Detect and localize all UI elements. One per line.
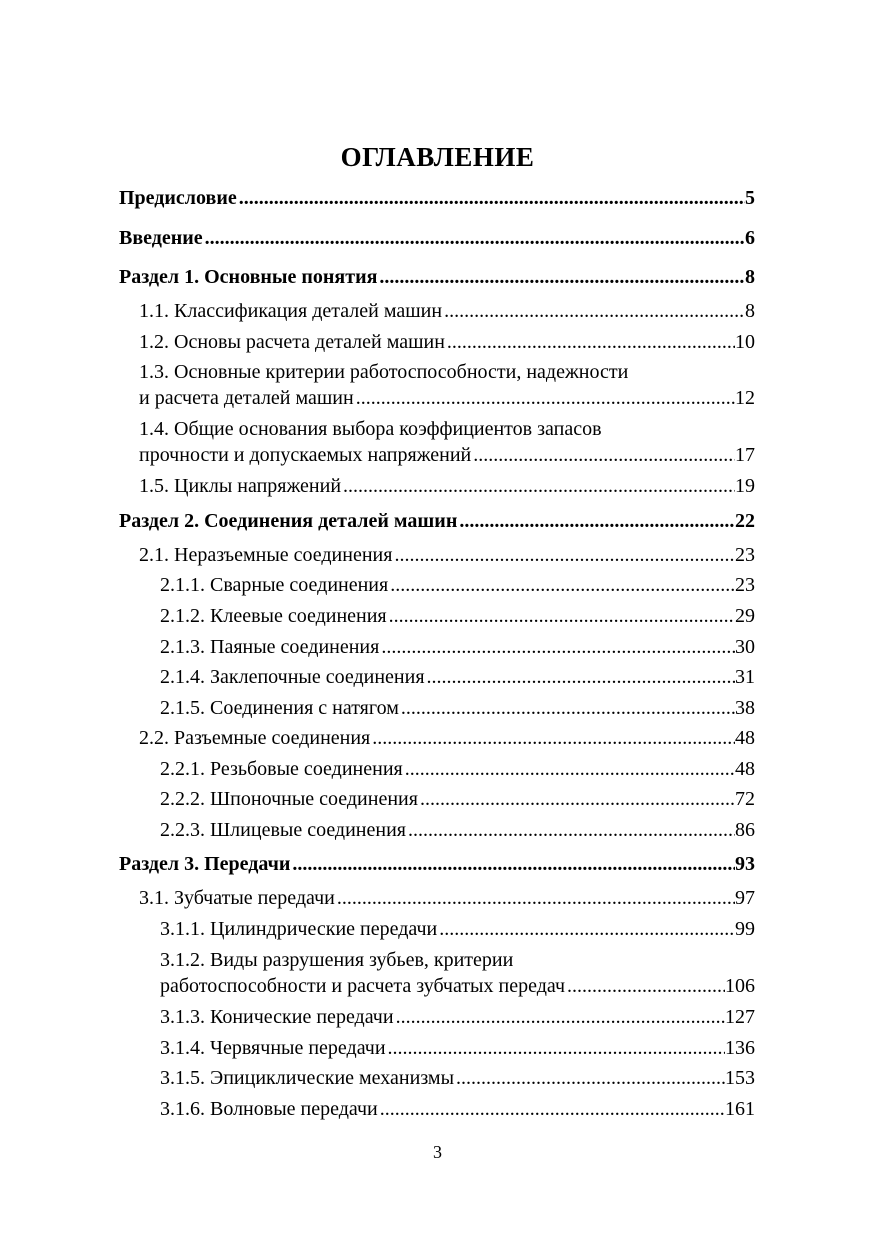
toc-entry-page: 48	[735, 727, 755, 749]
dot-leader	[457, 508, 735, 534]
toc-entry-2-2-1[interactable]	[119, 756, 755, 782]
toc-entry-page: 38	[735, 697, 755, 719]
toc-entry-page: 93	[735, 853, 755, 875]
dot-leader	[442, 298, 745, 324]
toc-entry-page: 153	[725, 1067, 755, 1089]
toc-entry-label: Раздел 1. Основные понятия	[119, 266, 378, 288]
toc-entry-label: 3.1.5. Эпициклические механизмы	[160, 1067, 455, 1089]
toc-entry-page: 136	[725, 1037, 755, 1059]
toc-entry-page: 10	[735, 331, 755, 353]
toc-entry-first-line: 1.4. Общие основания выбора коэффициентов запасов	[139, 418, 602, 440]
toc-entry-page: 97	[735, 887, 755, 909]
dot-leader	[388, 572, 735, 598]
table-of-contents	[119, 0, 755, 1241]
toc-entry-label: Раздел 3. Передачи	[119, 853, 291, 875]
dot-leader	[418, 786, 735, 812]
toc-entry-section-3[interactable]	[119, 851, 755, 877]
toc-entry-section-1[interactable]	[119, 264, 755, 290]
toc-entry-label: 2.1.2. Клеевые соединения	[160, 605, 387, 627]
dot-leader	[392, 542, 735, 568]
toc-entry-page: 12	[735, 387, 755, 409]
dot-leader	[403, 756, 735, 782]
toc-entry-2-2-3[interactable]	[119, 817, 755, 843]
toc-entry-label: 1.5. Циклы напряжений	[139, 475, 342, 497]
toc-entry-1-5[interactable]	[119, 473, 755, 499]
dot-leader	[387, 603, 735, 629]
dot-leader	[370, 725, 735, 751]
toc-entry-2-1[interactable]	[119, 542, 755, 568]
toc-entry-1-3[interactable]	[119, 359, 755, 411]
toc-entry-1-4[interactable]	[119, 416, 755, 468]
toc-entry-label: 3.1.3. Конические передачи	[160, 1006, 394, 1028]
toc-entry-label: работоспособности и расчета зубчатых передач	[160, 975, 565, 997]
toc-entry-label: 2.1.1. Сварные соединения	[160, 574, 389, 596]
dot-leader	[399, 695, 735, 721]
toc-entry-page: 23	[735, 544, 755, 566]
toc-entry-page: 86	[735, 819, 755, 841]
dot-leader	[237, 185, 745, 211]
toc-entry-page: 29	[735, 605, 755, 627]
toc-entry-3-1[interactable]	[119, 885, 755, 911]
toc-entry-page: 6	[745, 227, 755, 249]
toc-entry-3-1-6[interactable]	[119, 1096, 755, 1122]
toc-entry-introduction[interactable]	[119, 225, 755, 251]
toc-entry-label: 1.1. Классификация деталей машин	[139, 300, 443, 322]
dot-leader	[377, 264, 745, 290]
dot-leader	[379, 634, 735, 660]
toc-entry-2-1-5[interactable]	[119, 695, 755, 721]
toc-entry-page: 5	[745, 187, 755, 209]
toc-entry-label: Предисловие	[119, 187, 237, 209]
dot-leader	[394, 1004, 725, 1030]
toc-entry-label: 2.1.5. Соединения с натягом	[160, 697, 399, 719]
toc-entry-label: 2.1.3. Паяные соединения	[160, 636, 380, 658]
toc-entry-label: 3.1.6. Волновые передачи	[160, 1098, 378, 1120]
toc-entry-3-1-5[interactable]	[119, 1065, 755, 1091]
dot-leader	[378, 1096, 725, 1122]
toc-entry-page: 30	[735, 636, 755, 658]
toc-entry-page: 106	[725, 975, 755, 997]
toc-entry-2-1-2[interactable]	[119, 603, 755, 629]
toc-entry-label: 2.1. Неразъемные соединения	[139, 544, 393, 566]
toc-entry-label: 3.1.4. Червячные передачи	[160, 1037, 386, 1059]
toc-entry-page: 127	[725, 1006, 755, 1028]
toc-entry-page: 48	[735, 758, 755, 780]
toc-entry-label: 2.1.4. Заклепочные соединения	[160, 666, 425, 688]
toc-entry-page: 22	[735, 510, 755, 532]
toc-entry-label: 1.2. Основы расчета деталей машин	[139, 331, 445, 353]
dot-leader	[386, 1035, 725, 1061]
toc-entry-2-2[interactable]	[119, 725, 755, 751]
toc-entry-2-1-3[interactable]	[119, 634, 755, 660]
toc-entry-page: 72	[735, 788, 755, 810]
dot-leader	[341, 473, 735, 499]
toc-entry-3-1-1[interactable]	[119, 916, 755, 942]
toc-entry-label: Введение	[119, 227, 203, 249]
toc-entry-page: 31	[735, 666, 755, 688]
toc-entry-section-2[interactable]	[119, 508, 755, 534]
toc-entry-label: прочности и допускаемых напряжений	[139, 444, 472, 466]
toc-entry-page: 8	[745, 300, 755, 322]
dot-leader	[565, 973, 725, 999]
dot-leader	[471, 442, 735, 468]
toc-entry-1-2[interactable]	[119, 329, 755, 355]
toc-entry-page: 99	[735, 918, 755, 940]
toc-entry-first-line: 1.3. Основные критерии работоспособности, надежности	[139, 361, 629, 383]
toc-entry-2-2-2[interactable]	[119, 786, 755, 812]
toc-entry-1-1[interactable]	[119, 298, 755, 324]
toc-entry-3-1-4[interactable]	[119, 1035, 755, 1061]
page-number: 3	[433, 1142, 442, 1162]
toc-entry-label: и расчета деталей машин	[139, 387, 354, 409]
toc-entry-preface[interactable]	[119, 185, 755, 211]
toc-entry-label: 2.2.2. Шпоночные соединения	[160, 788, 418, 810]
toc-entry-label: 2.2.3. Шлицевые соединения	[160, 819, 406, 841]
dot-leader	[425, 664, 735, 690]
toc-entry-3-1-3[interactable]	[119, 1004, 755, 1030]
toc-entry-label: 2.2. Разъемные соединения	[139, 727, 371, 749]
dot-leader	[445, 329, 735, 355]
dot-leader	[290, 851, 735, 877]
toc-entry-label: 3.1. Зубчатые передачи	[139, 887, 335, 909]
toc-entry-first-line: 3.1.2. Виды разрушения зубьев, критерии	[160, 949, 514, 971]
toc-entry-page: 8	[745, 266, 755, 288]
toc-entry-label: 2.2.1. Резьбовые соединения	[160, 758, 403, 780]
toc-entry-page: 161	[725, 1098, 755, 1120]
page-title: ОГЛАВЛЕНИЕ	[340, 142, 535, 172]
dot-leader	[437, 916, 735, 942]
toc-entry-page: 19	[735, 475, 755, 497]
dot-leader	[454, 1065, 725, 1091]
toc-entry-2-1-4[interactable]	[119, 664, 755, 690]
toc-entry-3-1-2[interactable]	[119, 947, 755, 999]
dot-leader	[406, 817, 735, 843]
toc-entry-label: 3.1.1. Цилиндрические передачи	[160, 918, 438, 940]
toc-entry-label: Раздел 2. Соединения деталей машин	[119, 510, 458, 532]
dot-leader	[203, 225, 745, 251]
dot-leader	[354, 385, 735, 411]
toc-entry-2-1-1[interactable]	[119, 572, 755, 598]
toc-entry-page: 23	[735, 574, 755, 596]
toc-entry-page: 17	[735, 444, 755, 466]
dot-leader	[335, 885, 735, 911]
